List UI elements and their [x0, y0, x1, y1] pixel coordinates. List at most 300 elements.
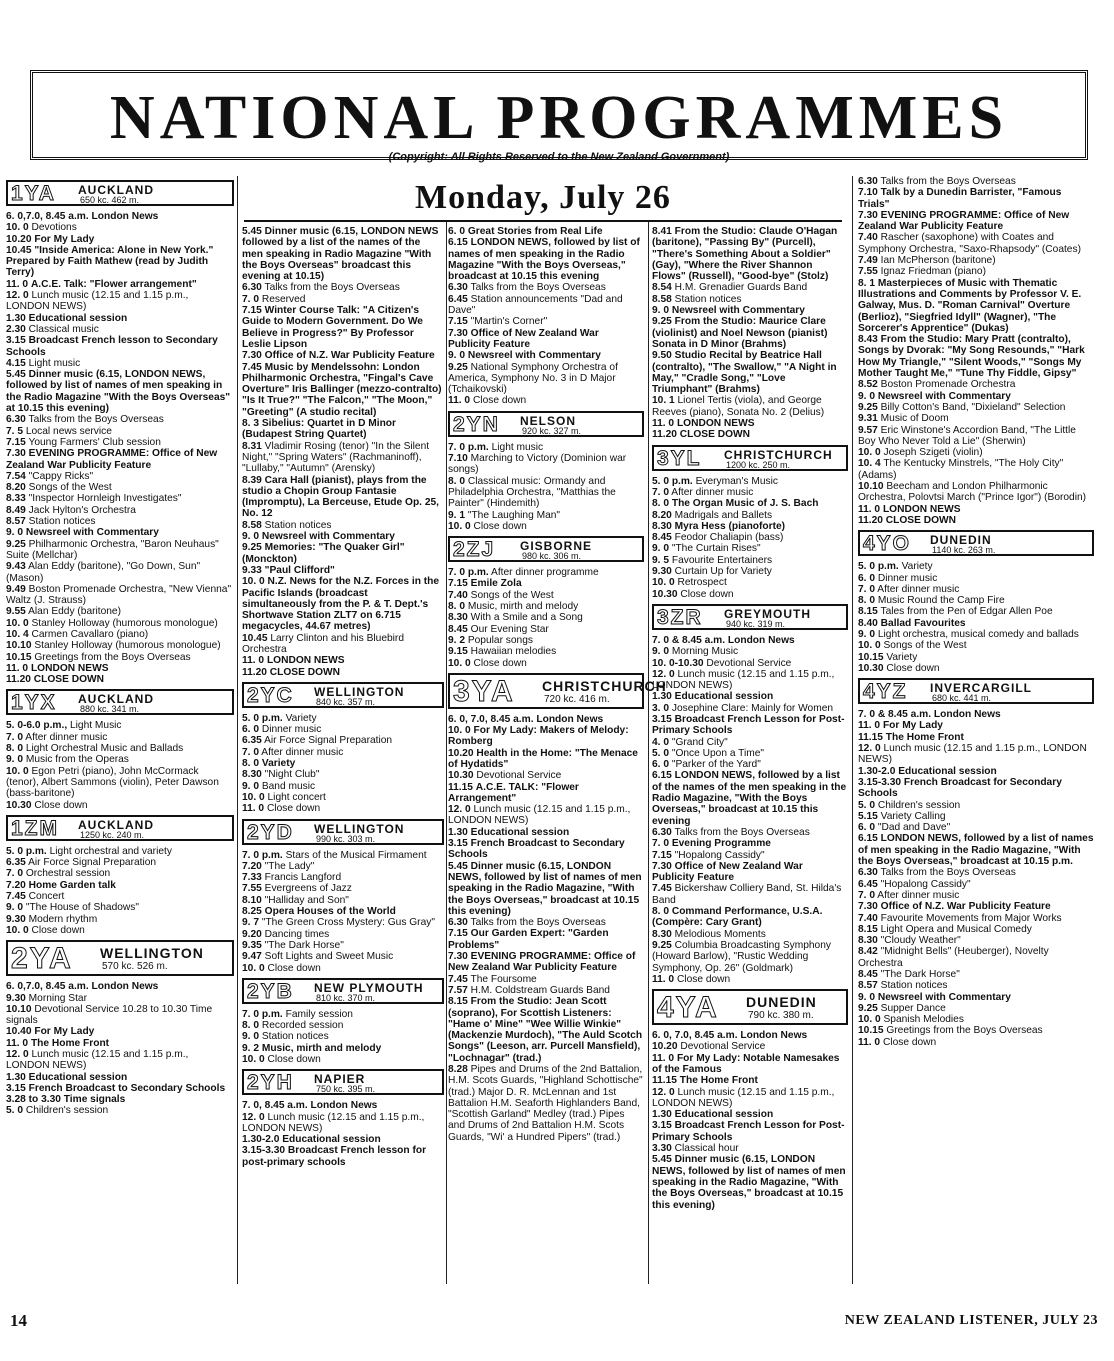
programme-entry — [652, 521, 848, 532]
programme-title: Joseph Szigeti (violin) — [883, 447, 983, 459]
programme-entry — [858, 901, 1094, 912]
programme-entry — [448, 612, 644, 623]
programme-time: 3.15-3.30 — [242, 1145, 286, 1157]
station-call-sign: 3YL — [657, 446, 702, 470]
programme-title: Educational session — [28, 312, 128, 324]
programme-entry — [652, 487, 848, 498]
programme-title: Dinner music (6.15, LONDON NEWS, followed by list of names of men speaking in the Radio Magazine, "With the Boys Overseas," broadcast at 10.15 this evening) — [448, 860, 642, 917]
programme-entry — [242, 713, 444, 724]
copyright-notice: (Copyright: All Rights Reserved to the New Zealand Government) — [388, 151, 730, 163]
programme-entry — [652, 906, 848, 929]
programme-entry — [6, 640, 234, 651]
programme-title: Talks from the Boys Overseas — [470, 282, 606, 294]
programme-time: 10. 0 — [242, 576, 265, 588]
programme-time: 1.30 — [652, 1109, 672, 1121]
programme-title: Melodious Moments — [674, 928, 766, 940]
programme-time: 12. 0 — [858, 743, 881, 755]
programme-entry — [6, 527, 234, 538]
programme-title: Variety Calling — [880, 810, 946, 822]
programme-title: "Night Club" — [264, 769, 320, 781]
programme-title: Station notices — [880, 980, 948, 992]
programme-title: Boston Promenade Orchestra, "New Vienna" Waltz (J. Strauss) — [6, 583, 232, 607]
programme-time: 6.45 — [448, 293, 468, 305]
programme-title: Educational session — [28, 1071, 128, 1083]
programme-title: Egon Petri (piano), John McCormack (tenor), Albert Sammons (violin), Peter Dawson (bass-baritone) — [6, 765, 219, 800]
programme-time: 8. 0 — [652, 906, 669, 918]
programme-time: 7.30 — [448, 327, 468, 339]
programme-entry — [242, 940, 444, 951]
programme-entry — [448, 362, 644, 396]
programme-time: 9.25 — [448, 361, 468, 373]
programme-entry — [6, 245, 234, 279]
programme-time: 7. 0 — [858, 889, 875, 901]
programme-time: 6.35 — [6, 857, 26, 869]
programme-title: London News — [536, 713, 604, 725]
programme-entry — [652, 555, 848, 566]
programme-entry — [448, 1064, 644, 1143]
programme-time: 11. 0 — [652, 1052, 675, 1064]
programme-title: Rascher (saxophone) with Coates and Symphony Orchestra, "Saxo-Rhapsody" (Coates) — [858, 232, 1081, 255]
programme-title: Lunch music (12.15 and 1.15 p.m., LONDON NEWS) — [858, 743, 1087, 766]
programme-title: Talks from the Boys Overseas — [28, 414, 164, 426]
programme-time: 10.30 — [858, 662, 884, 674]
programme-entry — [6, 891, 234, 902]
programme-title: Office of New Zealand War Publicity Feature — [652, 860, 803, 884]
programme-column-5 — [858, 176, 1094, 1048]
programme-title: Madrigals and Ballets — [674, 509, 773, 521]
programme-time: 7. 0, 8.45 a.m. — [242, 1100, 308, 1112]
programme-time: 6. 0, 7.0, 8.45 a.m. — [652, 1030, 738, 1042]
programme-time: 9. 0 — [858, 390, 875, 402]
programme-title: Ignaz Friedman (piano) — [880, 266, 986, 278]
programme-title: For My Lady — [882, 720, 943, 732]
programme-time: 7. 0 — [6, 731, 23, 743]
programme-title: Variety — [901, 561, 933, 573]
programme-entry — [242, 294, 444, 305]
programme-entry — [242, 418, 444, 441]
programme-time: 11. 0 — [652, 973, 675, 985]
programme-entry — [652, 658, 848, 669]
programme-title: Dancing times — [264, 928, 330, 940]
programme-entry — [448, 476, 644, 510]
station-header — [242, 682, 444, 708]
programme-entry — [6, 629, 234, 640]
programme-entry — [242, 633, 444, 656]
programme-entry — [858, 867, 1094, 878]
programme-entry — [858, 402, 1094, 413]
programme-time: 6. 0 — [448, 226, 465, 237]
programme-entry — [6, 1004, 234, 1027]
programme-entry — [242, 576, 444, 632]
programme-time: 3.15 — [6, 1082, 26, 1094]
programme-title: After dinner music — [877, 889, 960, 901]
programme-entry — [858, 709, 1094, 720]
programme-time: 8.15 — [858, 923, 878, 935]
programme-time: 10.40 — [6, 1026, 32, 1038]
programme-entry — [448, 714, 644, 725]
station-city: AUCKLAND — [78, 692, 154, 707]
programme-time: 10.10 — [6, 640, 32, 652]
programme-time: 7. 0 p.m. — [242, 849, 283, 861]
programme-title: Recorded session — [261, 1020, 344, 1032]
programme-time: 10.20 — [652, 1041, 678, 1053]
programme-time: 10.20 — [448, 747, 474, 759]
programme-time: 6. 0 — [652, 759, 669, 771]
programme-time: 8.30 — [652, 520, 672, 532]
programme-entry — [858, 732, 1094, 743]
programme-entry — [6, 902, 234, 913]
programme-title: After dinner programme — [491, 567, 599, 579]
programme-title: Talks from the Boys Overseas — [880, 176, 1016, 187]
programme-title: From the Studio: Maurice Clare (violinist) and Noel Newson (pianist) Sonata in D Minor (Brahms) — [652, 316, 828, 350]
programme-entry — [652, 395, 848, 418]
programme-entry — [652, 1053, 848, 1076]
station-city: WELLINGTON — [100, 945, 204, 962]
programme-entry — [858, 890, 1094, 901]
programme-time: 10. 0-10.30 — [652, 657, 704, 669]
programme-entry — [448, 567, 644, 578]
programme-time: 9.47 — [242, 951, 262, 963]
programme-title: Carmen Cavallaro (piano) — [31, 628, 149, 640]
programme-title: Music, mirth and melody — [467, 601, 579, 613]
programme-entry — [448, 328, 644, 351]
programme-title: CLOSE DOWN — [269, 666, 340, 678]
programme-time: 5.45 — [6, 369, 26, 381]
programme-entry — [242, 1009, 444, 1020]
programme-entry — [242, 441, 444, 475]
programme-title: Station notices — [674, 293, 742, 305]
programme-time: 11.20 — [242, 666, 267, 678]
programme-time: 3.30 — [652, 1143, 672, 1155]
programme-time: 9.35 — [242, 939, 262, 951]
programme-time: 8. 1 — [858, 277, 875, 289]
programme-title: "Inspector Hornleigh Investigates" — [28, 493, 182, 505]
programme-time: 5. 0 p.m. — [858, 561, 899, 573]
programme-entry — [858, 913, 1094, 924]
programme-title: Francis Langford — [264, 872, 342, 884]
programme-entry — [652, 1030, 848, 1041]
station-call-sign: 1ZM — [11, 816, 59, 840]
programme-title: For My Lady: Makers of Melody: Romberg — [448, 725, 629, 748]
programme-entry — [652, 350, 848, 395]
programme-time: 8.45 — [858, 969, 878, 980]
programme-entry — [858, 1025, 1094, 1036]
programme-time: 7.30 — [448, 951, 468, 963]
station-call-sign: 3ZR — [657, 605, 703, 629]
column-rule — [648, 222, 649, 1284]
programme-entry — [448, 974, 644, 985]
programme-title: Our Evening Star — [470, 623, 549, 635]
programme-title: For My Lady: Notable Namesakes of the Famous — [652, 1052, 840, 1075]
programme-entry — [858, 1037, 1094, 1048]
programme-entry — [858, 391, 1094, 402]
programme-title: Station notices — [28, 516, 96, 528]
column-rule — [237, 176, 238, 1284]
programme-entry — [652, 294, 848, 305]
station-call-sign: 2YD — [247, 820, 294, 844]
programme-title: "Inside America: Alone in New York." Prepared by Faith Mathew (read by Judith Terry) — [6, 244, 214, 279]
programme-time: 6.30 — [448, 282, 468, 294]
programme-entry — [858, 629, 1094, 640]
programme-time: 9. 0 — [242, 1031, 259, 1043]
programme-title: Eric Winstone's Accordion Band, "The Little Boy Who Never Told a Lie" (Sherwin) — [858, 424, 1076, 447]
programme-time: 7.40 — [858, 232, 878, 244]
programme-title: Light orchestral and variety — [49, 845, 172, 857]
programme-time: 6.15 — [652, 770, 672, 782]
day-heading: Monday, July 26 — [244, 178, 842, 222]
programme-entry — [242, 1134, 444, 1145]
programme-entry — [858, 278, 1094, 334]
programme-time: 7.20 — [6, 879, 26, 891]
programme-time: 1.30-2.0 — [858, 765, 896, 777]
programme-entry — [242, 747, 444, 758]
programme-entry — [6, 1026, 234, 1037]
programme-entry — [6, 732, 234, 743]
programme-title: French Broadcast for Secondary Schools — [858, 776, 1062, 800]
programme-time: 11.20 — [652, 429, 677, 441]
programme-title: Bickershaw Colliery Band, St. Hilda's Band — [652, 883, 842, 906]
station-header — [242, 819, 444, 845]
programme-entry — [448, 294, 644, 317]
programme-entry — [448, 917, 644, 928]
programme-title: The Foursome — [470, 973, 537, 985]
programme-time: 8. 0 — [652, 498, 669, 510]
programme-title: Emile Zola — [470, 578, 522, 590]
programme-title: Popular songs — [467, 634, 533, 646]
programme-entry — [6, 516, 234, 527]
station-frequency: 790 kc. 380 m. — [748, 1010, 814, 1022]
programme-title: EVENING PROGRAMME: Office of New Zealand War Publicity Feature — [858, 209, 1070, 233]
page-number: 14 — [10, 1311, 27, 1330]
programme-entry — [6, 993, 234, 1004]
programme-time: 11.15 — [448, 781, 473, 793]
programme-title: Stanley Holloway (humorous monologue) — [34, 640, 221, 652]
programme-entry — [858, 232, 1094, 255]
programme-title: Close down — [473, 520, 527, 532]
programme-time: 8.20 — [652, 509, 672, 521]
programme-entry — [6, 358, 234, 369]
programme-title: Songs of the West — [883, 640, 967, 652]
programme-time: 10. 1 — [652, 395, 675, 407]
programme-entry — [448, 350, 644, 361]
programme-title: Devotional Service — [476, 770, 562, 782]
programme-entry — [652, 510, 848, 521]
programme-title: Air Force Signal Preparation — [28, 857, 157, 869]
programme-title: Dinner music (6.15, LONDON NEWS, followed by list of names of men speaking in the Radio Magazine "With the Boys Overseas" at 10.15 this evening) — [6, 369, 231, 415]
programme-time: 7.20 — [242, 860, 262, 872]
programme-time: 5. 0 — [6, 1105, 23, 1117]
programme-title: Songs of the West — [470, 589, 554, 601]
programme-title: Close down — [267, 1054, 321, 1065]
programme-entry — [448, 578, 644, 589]
programme-time: 9. 0 — [242, 531, 259, 543]
programme-entry — [448, 861, 644, 917]
programme-entry — [448, 237, 644, 282]
programme-time: 10. 0 — [6, 222, 29, 234]
programme-time: 6.35 — [242, 735, 262, 747]
programme-title: Evergreens of Jazz — [264, 883, 352, 895]
programme-entry — [858, 640, 1094, 651]
programme-entry — [242, 758, 444, 769]
programme-title: Our Garden Expert: "Garden Problems" — [448, 928, 609, 951]
station-call-sign: 4YZ — [863, 680, 908, 704]
programme-title: Winter Course Talk: "A Citizen's Guide to Modern Government. Do We Believe in Progress?" By Professor Leslie Lipson — [242, 305, 423, 350]
programme-entry — [858, 458, 1094, 481]
programme-title: Music, mirth and melody — [261, 1042, 382, 1054]
programme-title: Educational session — [470, 826, 570, 838]
programme-time: 11. 0 — [242, 803, 265, 815]
programme-time: 9.49 — [6, 583, 26, 595]
programme-entry — [858, 822, 1094, 833]
programme-title: Feodor Chaliapin (bass) — [674, 532, 784, 544]
programme-entry — [858, 800, 1094, 811]
programme-column-1 — [6, 176, 234, 1117]
programme-title: H.M. Coldstream Guards Band — [470, 984, 610, 996]
programme-title: After dinner music — [25, 731, 108, 743]
programme-title: Light music — [491, 441, 544, 453]
programme-title: Close down — [267, 962, 321, 974]
station-call-sign: 4YO — [863, 532, 912, 556]
programme-time: 9.55 — [6, 606, 26, 618]
programme-entry — [448, 282, 644, 293]
programme-title: Variety — [886, 651, 918, 663]
programme-entry — [652, 589, 848, 600]
programme-title: From the Studio: Jean Scott (soprano), For Scottish Listeners: "Hame o' Mine" "Wee Willie Winkie" (Mackenzie Murdoch), "The Auld Scotch Songs" (Leeson, arr. Purcell Mansfield), "Lochnagar" (trad.) — [448, 996, 643, 1064]
programme-entry — [242, 667, 444, 678]
programme-title: French Broadcast to Secondary Schools 3.28 to 3.30 Time signals — [6, 1082, 226, 1106]
programme-entry — [6, 1038, 234, 1049]
programme-time: 9. 2 — [242, 1042, 259, 1054]
programme-title: Tales from the Pen of Edgar Allen Poe — [880, 606, 1053, 618]
station-call-sign: 2YB — [247, 979, 294, 1003]
programme-entry — [858, 176, 1094, 187]
programme-time: 9.30 — [6, 913, 26, 925]
programme-entry — [448, 996, 644, 1064]
programme-title: Office of New Zealand War Publicity Feature — [448, 327, 599, 350]
programme-time: 9.25 — [6, 538, 26, 550]
programme-title: From the Studio: Claude O'Hagan (baritone), "Passing By" (Purcell), "There's Something About a Soldier" (Gay), "Where the River Shannon Flows" (Russell), "Good-bye" (Stolz) — [652, 226, 838, 283]
programme-time: 7.15 — [448, 928, 468, 940]
station-frequency: 920 kc. 327 m. — [522, 425, 582, 436]
programme-entry — [242, 895, 444, 906]
programme-time: 1.30 — [652, 691, 672, 703]
programme-title: The Kentucky Minstrels, "The Holy City" (Adams) — [858, 458, 1064, 481]
programme-entry — [858, 504, 1094, 515]
programme-entry — [242, 1145, 444, 1168]
programme-entry — [652, 316, 848, 350]
programme-entry — [448, 442, 644, 453]
programme-title: Classical music — [28, 323, 99, 335]
programme-time: 7.57 — [448, 984, 468, 996]
programme-entry — [6, 448, 234, 471]
programme-time: 8.41 — [652, 226, 672, 237]
programme-time: 6.30 — [448, 917, 468, 929]
programme-entry — [448, 782, 644, 805]
programme-title: National Symphony Orchestra of America, Symphony No. 3 in D Major (Tchaikovski) — [448, 361, 618, 396]
programme-title: "Cappy Ricks" — [28, 470, 94, 482]
programme-entry — [242, 565, 444, 576]
programme-title: For My Lady — [34, 1026, 95, 1038]
programme-entry — [652, 691, 848, 702]
programme-time: 6.15 — [858, 833, 878, 845]
programme-time: 6. 0 — [242, 724, 259, 736]
programme-time: 10. 0 — [6, 765, 29, 777]
programme-entry — [858, 595, 1094, 606]
programme-time: 4.15 — [6, 357, 26, 369]
programme-time: 10.10 — [6, 1003, 32, 1015]
programme-title: London News — [310, 1100, 378, 1112]
programme-entry — [858, 811, 1094, 822]
programme-entry — [242, 917, 444, 928]
station-city: DUNEDIN — [930, 533, 992, 548]
programme-time: 9. 0 — [6, 902, 23, 914]
programme-time: 8.43 — [858, 334, 878, 346]
programme-time: 7.55 — [858, 266, 878, 278]
programme-title: The Home Front — [885, 731, 964, 743]
programme-title: EVENING PROGRAMME: Office of New Zealand War Publicity Feature — [448, 951, 636, 974]
programme-entry — [6, 290, 234, 313]
programme-title: Lunch music (12.15 and 1.15 p.m., LONDON NEWS) — [6, 1049, 189, 1072]
programme-title: "The Green Cross Mystery: Gus Gray" — [261, 917, 435, 929]
programme-title: Memories: "The Quaker Girl" (Monckton) — [242, 542, 405, 565]
programme-title: Columbia Broadcasting Symphony (Howard Barlow), "Rustic Wedding Symphony, Op. 26" (Goldmark) — [652, 939, 831, 974]
programme-entry — [6, 1049, 234, 1072]
programme-entry — [858, 992, 1094, 1003]
programme-time: 12. 0 — [652, 1086, 675, 1098]
programme-time: 6. 0 — [858, 572, 875, 584]
programme-entry — [858, 833, 1094, 867]
programme-time: 9. 5 — [652, 554, 669, 566]
programme-time: 11.15 — [858, 731, 883, 743]
programme-entry — [6, 743, 234, 754]
programme-time: 8. 3 — [242, 418, 259, 430]
programme-time: 8.57 — [6, 516, 26, 528]
programme-title: Dinner music (6.15, LONDON NEWS followed by a list of the names of the men speaking in Radio Magazine "With the Boys Overseas" broadcast this evening at 10.15) — [242, 226, 439, 283]
programme-time: 10. 0 — [858, 640, 881, 652]
programme-title: Modern rhythm — [28, 913, 98, 925]
programme-title: Lunch music (12.15 and 1.15 p.m., LONDON NEWS) — [652, 668, 835, 692]
programme-title: Close down — [882, 1036, 937, 1048]
programme-title: Light Orchestral Music and Ballads — [25, 743, 184, 755]
programme-title: CLOSE DOWN — [33, 674, 104, 686]
programme-title: After dinner music — [261, 746, 344, 758]
station-call-sign: 1YX — [11, 691, 57, 715]
programme-entry — [6, 1105, 234, 1116]
station-city: AUCKLAND — [78, 817, 154, 832]
programme-entry — [6, 313, 234, 324]
programme-time: 10. 0 — [242, 1054, 265, 1065]
programme-title: London News — [933, 709, 1001, 721]
programme-time: 11. 0 — [858, 720, 881, 732]
programme-time: 7. 0 p.m. — [448, 567, 489, 579]
programme-entry — [652, 1154, 848, 1210]
programme-title: Lionel Tertis (viola), and George Reeves (piano), Sonata No. 2 (Delius) — [652, 395, 825, 418]
programme-time: 7.45 — [652, 883, 672, 895]
page-title: NATIONAL PROGRAMMES — [109, 84, 1009, 152]
programme-entry — [652, 498, 848, 509]
programme-entry — [858, 334, 1094, 379]
programme-time: 9. 0 — [242, 780, 259, 792]
programme-title: The Home Front — [679, 1075, 758, 1087]
station-frequency: 980 kc. 306 m. — [522, 551, 582, 562]
programme-entry — [652, 748, 848, 759]
programme-time: 7.10 — [448, 453, 468, 465]
programme-title: Vladimir Rosing (tenor) "In the Silent Night," "Spring Waters" (Rachmaninoff), "Lullaby," "Autumn" (Arensky) — [242, 440, 430, 475]
programme-time: 9. 1 — [448, 509, 465, 521]
programme-title: Hawaiian melodies — [470, 646, 557, 658]
programme-time: 9.30 — [6, 992, 26, 1004]
programme-title: H.M. Grenadier Guards Band — [674, 282, 808, 294]
